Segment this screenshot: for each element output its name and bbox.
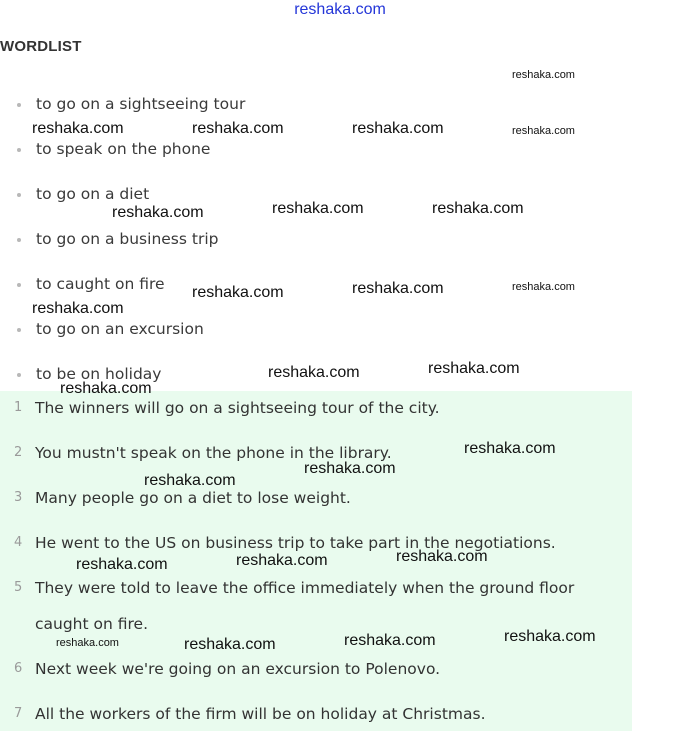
- watermark: reshaka.com: [512, 125, 575, 137]
- watermark: reshaka.com: [76, 556, 168, 573]
- wordlist-item-text: to go on an excursion: [36, 320, 204, 338]
- watermark: reshaka.com: [512, 69, 575, 81]
- wordlist-item-text: to go on a sightseeing tour: [36, 95, 246, 113]
- wordlist-item-text: to go on a business trip: [36, 230, 219, 248]
- bullet-icon: [17, 373, 21, 377]
- wordlist-item: [0, 92, 620, 116]
- bullet-icon: [17, 148, 21, 152]
- watermark: reshaka.com: [344, 632, 436, 649]
- wordlist-item-text: to caught on fire: [36, 275, 165, 293]
- watermark: reshaka.com: [236, 552, 328, 569]
- bullet-icon: [17, 283, 21, 287]
- answer-text: Many people go on a diet to lose weight.: [35, 489, 351, 507]
- answer-number: 5: [14, 580, 23, 595]
- answer-number: 6: [14, 661, 23, 676]
- watermark: reshaka.com: [192, 284, 284, 301]
- answer-text: All the workers of the firm will be on holiday at Christmas.: [35, 705, 486, 723]
- answer-number: 7: [14, 706, 23, 721]
- answer-number: 2: [14, 445, 23, 460]
- watermark: reshaka.com: [32, 120, 124, 137]
- watermark: reshaka.com: [112, 204, 204, 221]
- watermark: reshaka.com: [56, 637, 119, 649]
- answer-text: They were told to leave the office immediately when the ground floor caught on fire.: [35, 579, 575, 633]
- wordlist-item-text: to speak on the phone: [36, 140, 211, 158]
- bullet-icon: [17, 328, 21, 332]
- wordlist-item-text: to go on a diet: [36, 185, 150, 203]
- watermark: reshaka.com: [428, 360, 520, 377]
- watermark: reshaka.com: [432, 200, 524, 217]
- site-link[interactable]: reshaka.com: [294, 1, 386, 18]
- watermark: reshaka.com: [272, 200, 364, 217]
- answer-text: You mustn't speak on the phone in the library.: [35, 444, 392, 462]
- watermark: reshaka.com: [352, 120, 444, 137]
- watermark: reshaka.com: [60, 380, 152, 397]
- wordlist-item: [0, 317, 620, 341]
- wordlist-item-text: to be on holiday: [36, 365, 162, 383]
- wordlist-heading: WORDLIST: [0, 38, 82, 55]
- watermark: reshaka.com: [512, 281, 575, 293]
- watermark: reshaka.com: [352, 280, 444, 297]
- answer-number: 4: [14, 535, 23, 550]
- bullet-icon: [17, 238, 21, 242]
- watermark: reshaka.com: [504, 628, 596, 645]
- bullet-icon: [17, 193, 21, 197]
- watermark: reshaka.com: [184, 636, 276, 653]
- watermark: reshaka.com: [304, 460, 396, 477]
- watermark: reshaka.com: [464, 440, 556, 457]
- watermark: reshaka.com: [144, 472, 236, 489]
- answer-text: Next week we're going on an excursion to Polenovo.: [35, 660, 441, 678]
- answer-text: The winners will go on a sightseeing tour of the city.: [35, 399, 440, 417]
- bullet-icon: [17, 103, 21, 107]
- answer-number: 1: [14, 400, 23, 415]
- wordlist-item: [0, 137, 620, 161]
- watermark: reshaka.com: [192, 120, 284, 137]
- watermark: reshaka.com: [396, 548, 488, 565]
- wordlist-item: [0, 227, 620, 251]
- answer-number: 3: [14, 490, 23, 505]
- watermark: reshaka.com: [32, 300, 124, 317]
- watermark: reshaka.com: [268, 364, 360, 381]
- answer-text: He went to the US on business trip to take part in the negotiations.: [35, 534, 556, 552]
